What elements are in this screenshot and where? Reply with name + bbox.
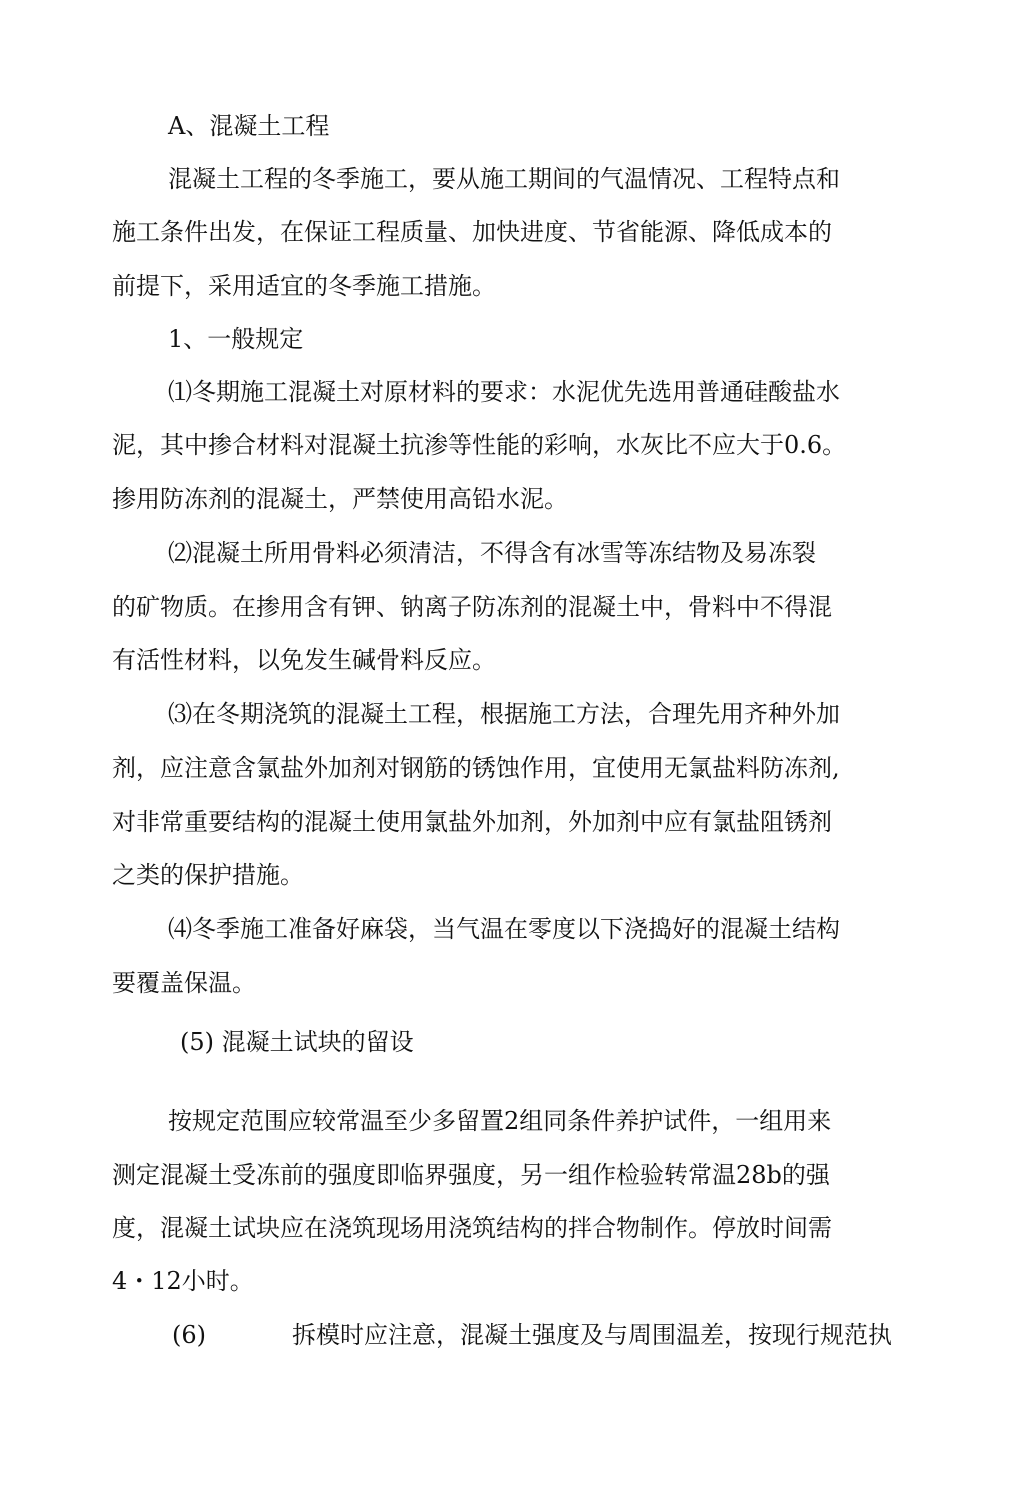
paragraph-line: 度，混凝土试块应在浇筑现场用浇筑结构的拌合物制作。停放时间需	[112, 1214, 832, 1242]
paragraph-line: 之类的保护措施。	[112, 861, 304, 889]
paragraph-line: 前提下，采用适宜的冬季施工措施。	[112, 272, 496, 300]
paragraph-line: 混凝土工程的冬季施工，要从施工期间的气温情况、工程特点和	[168, 165, 840, 193]
paragraph-line: 泥，其中掺合材料对混凝土抗渗等性能的彩响，水灰比不应大于0.6。	[112, 431, 847, 459]
subsection-title: 1、一般规定	[168, 325, 304, 353]
paragraph-line: 有活性材料，以免发生碱骨料反应。	[112, 646, 496, 674]
paragraph-line: ⑴冬期施工混凝土对原材料的要求：水泥优先选用普通硅酸盐水	[168, 378, 840, 406]
paragraph-line: ⑷冬季施工准备好麻袋，当气温在零度以下浇捣好的混凝土结构	[168, 915, 840, 943]
item-number: (6)	[172, 1321, 206, 1349]
paragraph-line: 拆模时应注意，混凝土强度及与周围温差，按现行规范执	[292, 1321, 892, 1349]
paragraph-line: 掺用防冻剂的混凝土，严禁使用高铅水泥。	[112, 485, 568, 513]
paragraph-line: 要覆盖保温。	[112, 969, 256, 997]
paragraph-line: 对非常重要结构的混凝土使用氯盐外加剂，外加剂中应有氯盐阻锈剂	[112, 808, 832, 836]
paragraph-line: 4・12小时。	[112, 1267, 254, 1295]
paragraph-line: 的矿物质。在掺用含有钾、钠离子防冻剂的混凝土中，骨料中不得混	[112, 593, 832, 621]
paragraph-line: ⑵混凝土所用骨料必须清洁，不得含有冰雪等冻结物及易冻裂	[168, 539, 816, 567]
section-heading: A、混凝土工程	[168, 112, 330, 140]
paragraph-line: ⑶在冬期浇筑的混凝土工程，根据施工方法，合理先用齐种外加	[168, 700, 840, 728]
item-title: (5) 混凝土试块的留设	[180, 1028, 414, 1056]
paragraph-line: 测定混凝土受冻前的强度即临界强度，另一组作检验转常温28b的强	[112, 1161, 830, 1189]
paragraph-line: 施工条件出发，在保证工程质量、加快进度、节省能源、降低成本的	[112, 218, 832, 246]
paragraph-line: 剂，应注意含氯盐外加剂对钢筋的锈蚀作用，宜使用无氯盐料防冻剂,	[112, 754, 840, 782]
paragraph-line: 按规定范围应较常温至少多留置2组同条件养护试件，一组用来	[168, 1107, 832, 1135]
